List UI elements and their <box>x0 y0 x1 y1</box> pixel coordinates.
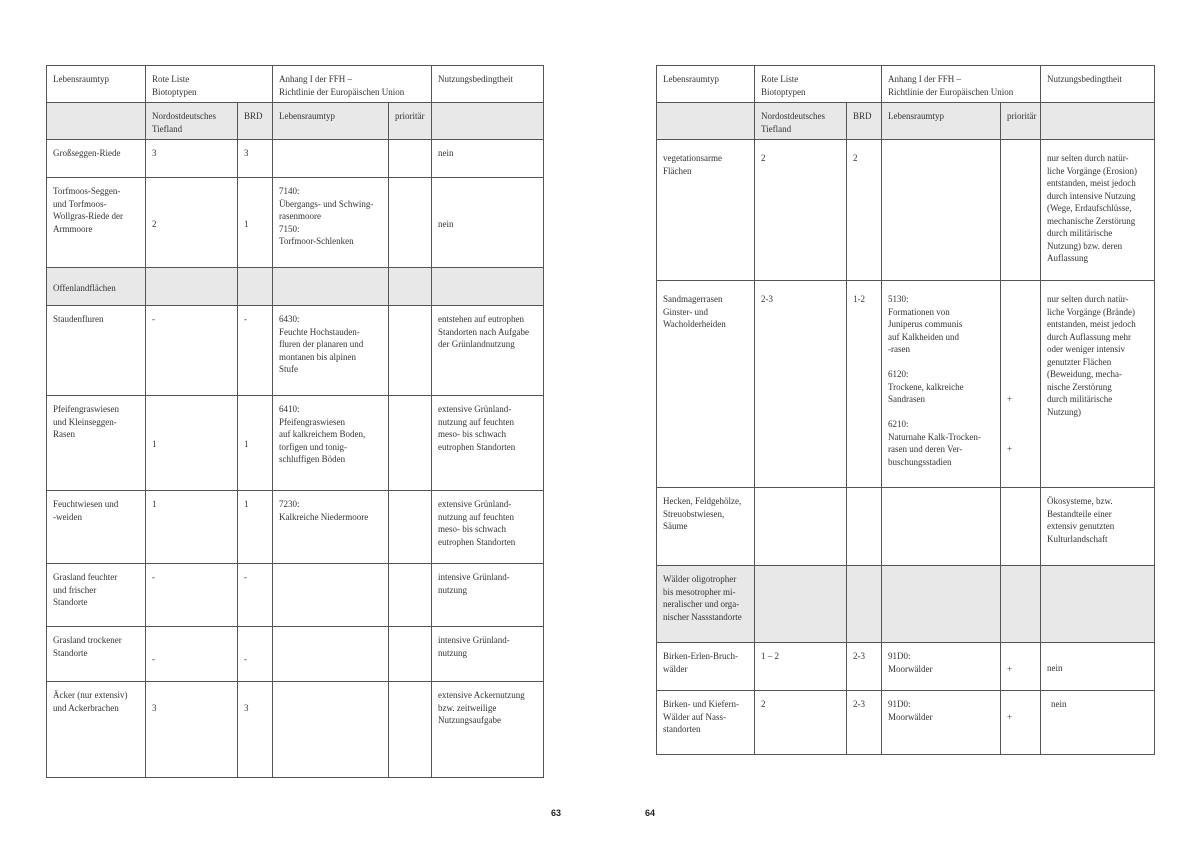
cell-ffh: 7230: Kalkreiche Niedermoore <box>273 491 389 564</box>
cell-ffh <box>273 140 389 178</box>
cell-typ: Pfeifengraswiesen und Kleinseggen- Rasen <box>47 396 146 491</box>
section-row <box>47 268 544 306</box>
cell-typ: Grasland trockener Standorte <box>47 627 146 682</box>
table-subheader-row <box>47 103 544 140</box>
cell-brd <box>847 488 882 566</box>
subheader-prioritaer: prioritär <box>1001 103 1041 140</box>
cell-brd: 1 <box>238 396 273 491</box>
header-lebensraumtyp: Lebensraumtyp <box>657 66 755 103</box>
subheader-brd: BRD <box>847 103 882 140</box>
cell-nordost: 3 <box>146 682 238 778</box>
cell-brd: - <box>238 306 273 396</box>
section-empty <box>847 566 882 643</box>
table-row <box>657 643 1155 691</box>
cell-brd: 1 <box>238 178 273 268</box>
header-nutzungsbedingtheit: Nutzungsbedingtheit <box>432 66 544 103</box>
table-row <box>657 691 1155 755</box>
cell-typ: Äcker (nur extensiv) und Ackerbrachen <box>47 682 146 778</box>
cell-nutzung: nein <box>1041 643 1155 691</box>
cell-prio <box>389 564 432 627</box>
cell-nutzung: extensive Grünland- nutzung auf feuchten meso- bis schwach eutrophen Standorten <box>432 491 544 564</box>
table-row <box>47 396 544 491</box>
cell-brd: 1 <box>238 491 273 564</box>
cell-prio <box>389 627 432 682</box>
cell-brd: 2 <box>847 140 882 281</box>
cell-nordost: - <box>146 564 238 627</box>
section-empty <box>238 268 273 306</box>
cell-typ: vegetationsarme Flächen <box>657 140 755 281</box>
subheader-nordost: Nordostdeutsches Tiefland <box>146 103 238 140</box>
cell-prio <box>389 491 432 564</box>
cell-typ: Staudenfluren <box>47 306 146 396</box>
cell-typ: Feuchtwiesen und -weiden <box>47 491 146 564</box>
cell-nutzung: extensive Grünland- nutzung auf feuchten meso- bis schwach eutrophen Standorten <box>432 396 544 491</box>
cell-typ: Grasland feuchter und frischer Standorte <box>47 564 146 627</box>
table-row <box>657 488 1155 566</box>
cell-nordost: - <box>146 627 238 682</box>
cell-ffh <box>882 140 1001 281</box>
section-empty <box>1001 566 1041 643</box>
cell-nordost: 2 <box>755 691 847 755</box>
cell-nutzung: intensive Grünland- nutzung <box>432 564 544 627</box>
section-empty <box>882 566 1001 643</box>
cell-typ: Sandmagerrasen Ginster- und Wacholderheiden <box>657 281 755 488</box>
cell-nordost: 1 <box>146 396 238 491</box>
subheader-prioritaer: prioritär <box>389 103 432 140</box>
cell-nordost: 3 <box>146 140 238 178</box>
cell-ffh <box>273 682 389 778</box>
subheader-lebensraumtyp: Lebensraumtyp <box>882 103 1001 140</box>
section-empty <box>432 268 544 306</box>
cell-typ: Hecken, Feldgehölze, Streuobstwiesen, Säume <box>657 488 755 566</box>
biotope-table-right <box>656 65 1155 755</box>
section-label: Offenlandflächen <box>47 268 146 306</box>
cell-prio: + <box>1001 643 1041 691</box>
cell-ffh: 91D0: Moorwälder <box>882 643 1001 691</box>
section-empty <box>273 268 389 306</box>
header-rote-liste: Rote Liste Biotoptypen <box>146 66 273 103</box>
cell-prio: + <box>1001 691 1041 755</box>
cell-brd: 2-3 <box>847 643 882 691</box>
section-empty <box>389 268 432 306</box>
subheader-empty <box>47 103 146 140</box>
cell-nutzung: nein <box>432 140 544 178</box>
header-nutzungsbedingtheit: Nutzungsbedingtheit <box>1041 66 1155 103</box>
table-row <box>47 140 544 178</box>
cell-typ: Birken- und Kiefern- Wälder auf Nass- standorten <box>657 691 755 755</box>
cell-ffh: 91D0: Moorwälder <box>882 691 1001 755</box>
cell-prio <box>1001 140 1041 281</box>
cell-ffh <box>273 564 389 627</box>
cell-nutzung: nein <box>1041 691 1155 755</box>
table-row <box>657 281 1155 488</box>
cell-brd: - <box>238 564 273 627</box>
subheader-nordost: Nordostdeutsches Tiefland <box>755 103 847 140</box>
section-empty <box>1041 566 1155 643</box>
section-empty <box>755 566 847 643</box>
cell-nordost: 2 <box>755 140 847 281</box>
page-number-left: 63 <box>551 808 562 818</box>
cell-typ: Torfmoos-Seggen- und Torfmoos- Wollgras-Riede der Armmoore <box>47 178 146 268</box>
section-label: Wälder oligotropher bis mesotropher mi- neralischer und orga- nischer Nassstandorte <box>657 566 755 643</box>
header-lebensraumtyp: Lebensraumtyp <box>47 66 146 103</box>
cell-nordost <box>755 488 847 566</box>
cell-nutzung: intensive Grünland- nutzung <box>432 627 544 682</box>
cell-brd: 2-3 <box>847 691 882 755</box>
cell-nordost: 1 <box>146 491 238 564</box>
section-empty <box>146 268 238 306</box>
cell-ffh <box>273 627 389 682</box>
subheader-empty <box>657 103 755 140</box>
cell-nordost: 2-3 <box>755 281 847 488</box>
table-subheader-row <box>657 103 1155 140</box>
table-row <box>47 306 544 396</box>
table-row <box>47 564 544 627</box>
cell-brd: - <box>238 627 273 682</box>
biotope-table-left <box>46 65 544 778</box>
table-row <box>657 140 1155 281</box>
header-anhang-ffh: Anhang I der FFH – Richtlinie der Europäischen Union <box>882 66 1041 103</box>
cell-typ: Großseggen-Riede <box>47 140 146 178</box>
cell-nordost: - <box>146 306 238 396</box>
cell-nutzung: nein <box>432 178 544 268</box>
header-anhang-ffh: Anhang I der FFH – Richtlinie der Europäischen Union <box>273 66 432 103</box>
table-row <box>47 682 544 778</box>
cell-ffh: 6410: Pfeifengraswiesen auf kalkreichem Boden, torfigen und tonig- schluffigen Böden <box>273 396 389 491</box>
cell-nutzung: nur selten durch natür- liche Vorgänge (Brände) entstanden, meist jedoch durch Auflassung mehr oder weniger intensiv genutzter Flächen (Beweidung, mecha- nische Zerstörung durch militärische Nutzung) <box>1041 281 1155 488</box>
cell-brd: 3 <box>238 682 273 778</box>
cell-ffh <box>882 488 1001 566</box>
cell-brd: 1-2 <box>847 281 882 488</box>
cell-nutzung: Ökosysteme, bzw. Bestandteile einer extensiv genutzten Kulturlandschaft <box>1041 488 1155 566</box>
cell-prio <box>389 306 432 396</box>
table-header-row <box>657 66 1155 103</box>
cell-typ: Birken-Erlen-Bruch- wälder <box>657 643 755 691</box>
table-row <box>47 178 544 268</box>
cell-ffh: 5130: Formationen von Juniperus communis auf Kalkheiden und -rasen 6120: Trockene, kalkreiche Sandrasen 6210: Naturnahe Kalk-Trocken- rasen und deren Ver- buschungsstadien <box>882 281 1001 488</box>
cell-nordost: 2 <box>146 178 238 268</box>
page-number-right: 64 <box>645 808 656 818</box>
subheader-empty <box>432 103 544 140</box>
cell-nutzung: nur selten durch natür- liche Vorgänge (Erosion) entstanden, meist jedoch durch intensive Nutzung (Wege, Erdaufschlüsse, mechanische Zerstörung durch militärische Nutzung) bzw. deren Auflassung <box>1041 140 1155 281</box>
cell-nutzung: extensive Ackernutzung bzw. zeitweilige Nutzungsaufgabe <box>432 682 544 778</box>
table-header-row <box>47 66 544 103</box>
subheader-empty <box>1041 103 1155 140</box>
cell-nordost: 1 – 2 <box>755 643 847 691</box>
table-row <box>47 491 544 564</box>
cell-prio <box>389 396 432 491</box>
cell-prio <box>389 178 432 268</box>
subheader-brd: BRD <box>238 103 273 140</box>
cell-nutzung: entstehen auf eutrophen Standorten nach Aufgabe der Grünlandnutzung <box>432 306 544 396</box>
table-row <box>47 627 544 682</box>
subheader-lebensraumtyp: Lebensraumtyp <box>273 103 389 140</box>
cell-prio <box>389 682 432 778</box>
cell-ffh: 6430: Feuchte Hochstauden- fluren der planaren und montanen bis alpinen Stufe <box>273 306 389 396</box>
cell-prio: + + <box>1001 281 1041 488</box>
cell-ffh: 7140: Übergangs- und Schwing- rasenmoore 7150: Torfmoor-Schlenken <box>273 178 389 268</box>
section-row <box>657 566 1155 643</box>
cell-prio <box>389 140 432 178</box>
header-rote-liste: Rote Liste Biotoptypen <box>755 66 882 103</box>
cell-brd: 3 <box>238 140 273 178</box>
cell-prio <box>1001 488 1041 566</box>
